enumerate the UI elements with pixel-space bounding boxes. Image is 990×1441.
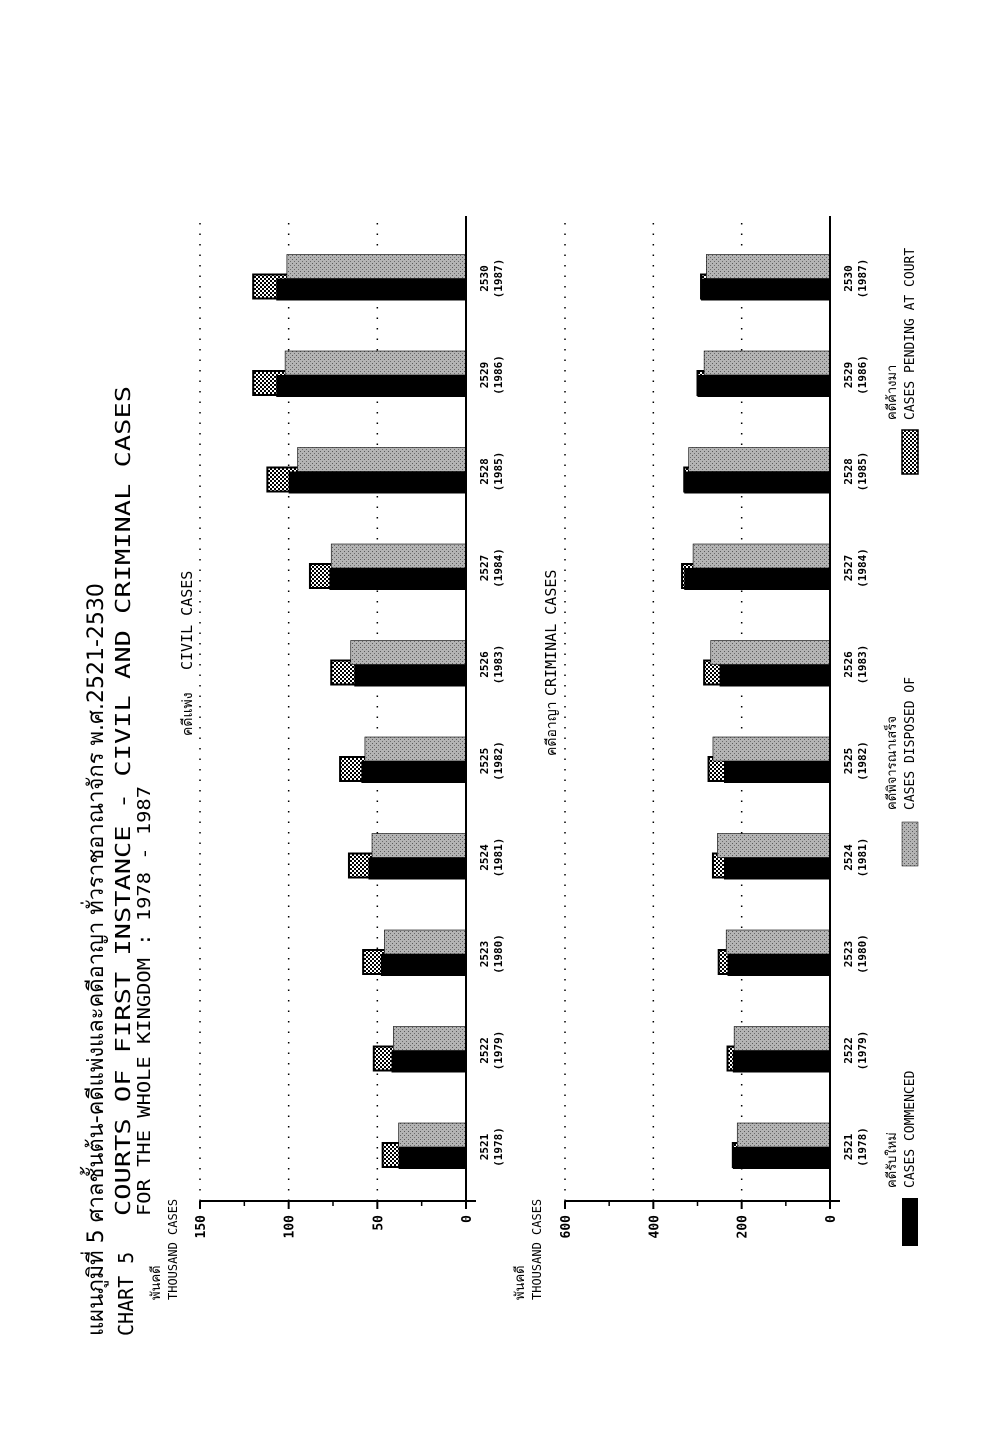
- civil-x-label-be: 2525: [478, 747, 491, 775]
- criminal-bar-disposed-2530: [706, 255, 830, 279]
- civil-bar-disposed-2528: [298, 448, 466, 472]
- criminal-y-tick-label: 200: [735, 1215, 751, 1239]
- civil-x-label-ad: (1981): [492, 837, 505, 878]
- criminal-panel: [512, 216, 869, 1300]
- civil-title-thai: คดีแพ่ง: [180, 692, 196, 736]
- civil-panel: [148, 216, 505, 1300]
- criminal-x-label-be: 2524: [842, 844, 855, 871]
- criminal-bar-disposed-2527: [693, 544, 830, 568]
- civil-bar-commenced-2530: [276, 279, 466, 301]
- criminal-x-label-ad: (1985): [856, 451, 869, 492]
- criminal-x-label-ad: (1978): [856, 1127, 869, 1167]
- civil-y-tick-label: 150: [194, 1215, 209, 1239]
- criminal-x-label-be: 2523: [842, 940, 855, 968]
- criminal-bar-disposed-2523: [726, 930, 830, 954]
- civil-x-label-be: 2528: [478, 458, 491, 485]
- criminal-bar-disposed-2529: [704, 351, 830, 375]
- civil-x-labels: [478, 259, 505, 1167]
- thai-title: แผนภูมิที่ 5 ศาลชั้นต้น-คดีแพ่งและคดีอาญา ทั่วราชอาณาจักร พ.ศ.2521-2530: [84, 583, 109, 1336]
- criminal-x-label-be: 2526: [842, 651, 855, 678]
- civil-x-label-be: 2530: [478, 265, 491, 292]
- criminal-bar-commenced-2525: [724, 761, 830, 783]
- criminal-bar-commenced-2530: [701, 279, 830, 301]
- criminal-bar-commenced-2522: [733, 1051, 830, 1073]
- legend-swatch-disposed: [902, 822, 918, 866]
- criminal-bar-commenced-2521: [733, 1147, 830, 1169]
- criminal-x-labels: [842, 259, 869, 1167]
- criminal-y-tick-label: 600: [559, 1215, 574, 1239]
- civil-bar-commenced-2527: [329, 568, 466, 590]
- criminal-ylabel-thai: พันคดี: [513, 1265, 528, 1300]
- criminal-x-label-be: 2525: [842, 747, 855, 775]
- civil-y-tick-label: 0: [460, 1215, 475, 1223]
- civil-bar-disposed-2530: [287, 255, 466, 279]
- civil-bar-disposed-2522: [393, 1027, 466, 1051]
- civil-bar-disposed-2529: [285, 351, 466, 375]
- criminal-y-tick-label: 400: [647, 1215, 663, 1239]
- criminal-x-label-ad: (1981): [856, 837, 869, 878]
- civil-x-label-ad: (1985): [492, 451, 505, 492]
- civil-bar-commenced-2526: [354, 665, 466, 687]
- civil-bar-commenced-2528: [289, 472, 466, 494]
- criminal-x-label-be: 2522: [842, 1037, 855, 1064]
- criminal-bar-disposed-2524: [717, 834, 830, 858]
- criminal-x-label-ad: (1980): [856, 934, 869, 974]
- civil-ylabel-thai: พันคดี: [149, 1265, 164, 1300]
- criminal-x-label-be: 2528: [842, 458, 855, 485]
- civil-bar-disposed-2524: [372, 834, 466, 858]
- civil-bar-disposed-2521: [399, 1123, 466, 1147]
- criminal-bar-disposed-2522: [734, 1027, 830, 1051]
- legend: [882, 248, 918, 1246]
- criminal-bar-commenced-2527: [684, 568, 830, 590]
- english-title-line2: FOR THE WHOLE KINGDOM : 1978 - 1987: [134, 836, 155, 1216]
- civil-x-label-be: 2527: [478, 554, 491, 582]
- criminal-x-label-ad: (1987): [856, 258, 869, 299]
- civil-title: CIVIL CASES: [178, 570, 196, 670]
- criminal-title-thai: คดีอาญา: [544, 701, 560, 756]
- civil-x-label-ad: (1979): [492, 1030, 505, 1071]
- legend-swatch-commenced: [902, 1198, 918, 1246]
- chart-label: CHART 5: [114, 1251, 138, 1336]
- legend-thai-commenced: คดีรับใหม่: [885, 1132, 900, 1188]
- civil-x-label-be: 2524: [478, 844, 491, 871]
- criminal-bar-commenced-2526: [720, 665, 830, 687]
- criminal-x-label-ad: (1979): [856, 1030, 869, 1071]
- legend-label-disposed: CASES DISPOSED OF: [903, 676, 918, 810]
- criminal-bar-commenced-2529: [698, 375, 831, 397]
- criminal-bar-disposed-2526: [711, 641, 830, 665]
- civil-ylabel: THOUSAND CASES: [166, 1198, 180, 1300]
- civil-bar-commenced-2523: [381, 954, 466, 976]
- criminal-y-tick-label: 0: [824, 1215, 839, 1223]
- civil-bars: [253, 255, 466, 1170]
- criminal-x-label-ad: (1983): [856, 644, 869, 685]
- civil-bar-disposed-2525: [365, 737, 466, 761]
- civil-x-label-be: 2526: [478, 651, 491, 678]
- criminal-title: CRIMINAL CASES: [542, 569, 560, 696]
- legend-label-pending: CASES PENDING AT COURT: [903, 247, 918, 420]
- civil-x-label-ad: (1978): [492, 1127, 505, 1167]
- criminal-y-ticks: [559, 1201, 839, 1238]
- criminal-bar-commenced-2528: [684, 472, 830, 494]
- criminal-x-label-ad: (1986): [856, 355, 869, 395]
- legend-label-commenced: CASES COMMENCED: [903, 1070, 918, 1188]
- civil-x-label-be: 2523: [478, 940, 491, 968]
- civil-x-label-ad: (1986): [492, 355, 505, 395]
- civil-x-label-be: 2522: [478, 1037, 491, 1064]
- civil-bar-commenced-2524: [368, 858, 466, 880]
- civil-y-tick-label: 50: [371, 1215, 387, 1231]
- civil-x-label-ad: (1987): [492, 258, 505, 299]
- criminal-x-label-be: 2530: [842, 265, 855, 292]
- criminal-x-label-ad: (1984): [856, 548, 869, 588]
- criminal-bar-commenced-2523: [728, 954, 830, 976]
- civil-x-label-ad: (1982): [492, 741, 505, 781]
- criminal-bar-disposed-2528: [689, 448, 830, 472]
- civil-x-label-ad: (1983): [492, 644, 505, 685]
- criminal-bars: [682, 255, 830, 1170]
- legend-thai-disposed: คดีพิจารณาเสร็จ: [885, 716, 900, 810]
- civil-bar-commenced-2522: [392, 1051, 466, 1073]
- civil-y-tick-label: 100: [282, 1215, 298, 1239]
- civil-x-label-ad: (1984): [492, 548, 505, 588]
- english-title-line1: COURTS OF FIRST INSTANCE - CIVIL AND CRIMINAL CASES: [111, 601, 135, 1216]
- civil-x-label-ad: (1980): [492, 934, 505, 974]
- civil-bar-commenced-2521: [399, 1147, 466, 1169]
- legend-thai-pending: คดีค้างมา: [885, 364, 900, 420]
- criminal-x-label-be: 2527: [842, 554, 855, 582]
- civil-bar-disposed-2527: [331, 544, 466, 568]
- criminal-x-label-ad: (1982): [856, 741, 869, 781]
- civil-bar-commenced-2525: [361, 761, 466, 783]
- civil-bar-commenced-2529: [276, 375, 466, 397]
- civil-y-ticks: [194, 1201, 475, 1238]
- legend-swatch-pending: [902, 430, 918, 474]
- civil-x-label-be: 2521: [478, 1133, 491, 1161]
- civil-bar-disposed-2526: [351, 641, 466, 665]
- criminal-bar-disposed-2525: [713, 737, 830, 761]
- civil-x-label-be: 2529: [478, 361, 491, 389]
- criminal-bar-disposed-2521: [737, 1123, 830, 1147]
- criminal-bar-commenced-2524: [724, 858, 830, 880]
- criminal-x-label-be: 2529: [842, 361, 855, 389]
- civil-bar-disposed-2523: [384, 930, 466, 954]
- criminal-x-label-be: 2521: [842, 1133, 855, 1161]
- criminal-ylabel: THOUSAND CASES: [530, 1198, 544, 1300]
